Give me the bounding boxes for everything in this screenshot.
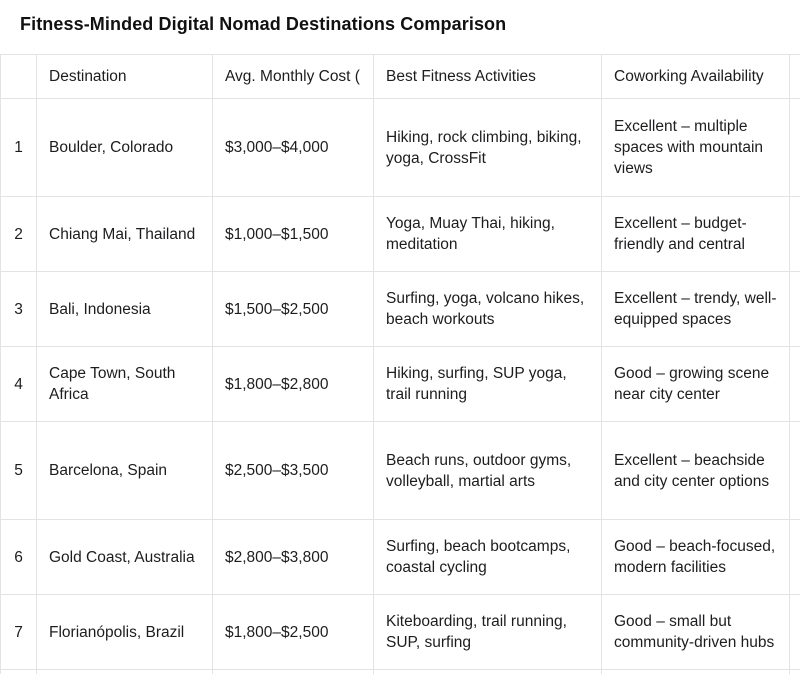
cell-cost: $2,800–$3,800 [213, 520, 374, 595]
cell-activities: Hiking, surfing, SUP yoga, trail running [374, 347, 602, 422]
comparison-table-container[interactable] [0, 54, 800, 674]
cell-destination [37, 670, 213, 674]
cell-coworking: Good – beach-focused, modern facilities [602, 520, 790, 595]
column-header-coworking[interactable]: Coworking Availability [602, 55, 790, 99]
cell-coworking [602, 670, 790, 674]
cell-overflow [790, 595, 800, 670]
cell-coworking: Good – growing scene near city center [602, 347, 790, 422]
cell-overflow [790, 99, 800, 197]
cell-overflow [790, 197, 800, 272]
cell-activities: Beach runs, outdoor gyms, volleyball, martial arts [374, 422, 602, 520]
row-index [1, 670, 37, 674]
cell-destination: Cape Town, South Africa [37, 347, 213, 422]
table-row [1, 347, 800, 422]
cell-activities: Yoga, Muay Thai, hiking, meditation [374, 197, 602, 272]
cell-coworking: Excellent – beachside and city center options [602, 422, 790, 520]
cell-cost: $1,000–$1,500 [213, 197, 374, 272]
cell-destination: Boulder, Colorado [37, 99, 213, 197]
cell-activities [374, 670, 602, 674]
row-index: 6 [1, 520, 37, 595]
row-index: 1 [1, 99, 37, 197]
comparison-table [0, 54, 800, 674]
row-index: 5 [1, 422, 37, 520]
cell-coworking: Excellent – budget-friendly and central [602, 197, 790, 272]
cell-overflow [790, 670, 800, 674]
cell-overflow [790, 422, 800, 520]
cell-cost: $1,800–$2,500 [213, 595, 374, 670]
cell-overflow [790, 347, 800, 422]
cell-activities: Surfing, beach bootcamps, coastal cycling [374, 520, 602, 595]
column-header-overflow [790, 55, 800, 99]
cell-cost: $1,500–$2,500 [213, 272, 374, 347]
table-row [1, 595, 800, 670]
table-row [1, 99, 800, 197]
cell-cost [213, 670, 374, 674]
table-row [1, 520, 800, 595]
cell-coworking: Excellent – multiple spaces with mountain views [602, 99, 790, 197]
cell-overflow [790, 520, 800, 595]
cell-overflow [790, 272, 800, 347]
table-row [1, 272, 800, 347]
cell-activities: Surfing, yoga, volcano hikes, beach workouts [374, 272, 602, 347]
row-index: 3 [1, 272, 37, 347]
cell-destination: Bali, Indonesia [37, 272, 213, 347]
table-row [1, 422, 800, 520]
cell-cost: $1,800–$2,800 [213, 347, 374, 422]
column-header-activities[interactable]: Best Fitness Activities [374, 55, 602, 99]
cell-destination: Florianópolis, Brazil [37, 595, 213, 670]
cell-destination: Barcelona, Spain [37, 422, 213, 520]
table-row [1, 197, 800, 272]
cell-destination: Chiang Mai, Thailand [37, 197, 213, 272]
row-index: 4 [1, 347, 37, 422]
page-title: Fitness-Minded Digital Nomad Destinations Comparison [20, 14, 507, 34]
row-index-header [1, 55, 37, 99]
column-header-destination[interactable]: Destination [37, 55, 213, 99]
cell-activities: Kiteboarding, trail running, SUP, surfing [374, 595, 602, 670]
cell-coworking: Excellent – trendy, well-equipped spaces [602, 272, 790, 347]
row-index: 2 [1, 197, 37, 272]
cell-destination: Gold Coast, Australia [37, 520, 213, 595]
table-row-partial [1, 670, 800, 674]
column-header-cost[interactable]: Avg. Monthly Cost ( [213, 55, 374, 99]
table-header-row [1, 55, 800, 99]
cell-coworking: Good – small but community-driven hubs [602, 595, 790, 670]
cell-cost: $2,500–$3,500 [213, 422, 374, 520]
cell-cost: $3,000–$4,000 [213, 99, 374, 197]
cell-activities: Hiking, rock climbing, biking, yoga, CrossFit [374, 99, 602, 197]
row-index: 7 [1, 595, 37, 670]
